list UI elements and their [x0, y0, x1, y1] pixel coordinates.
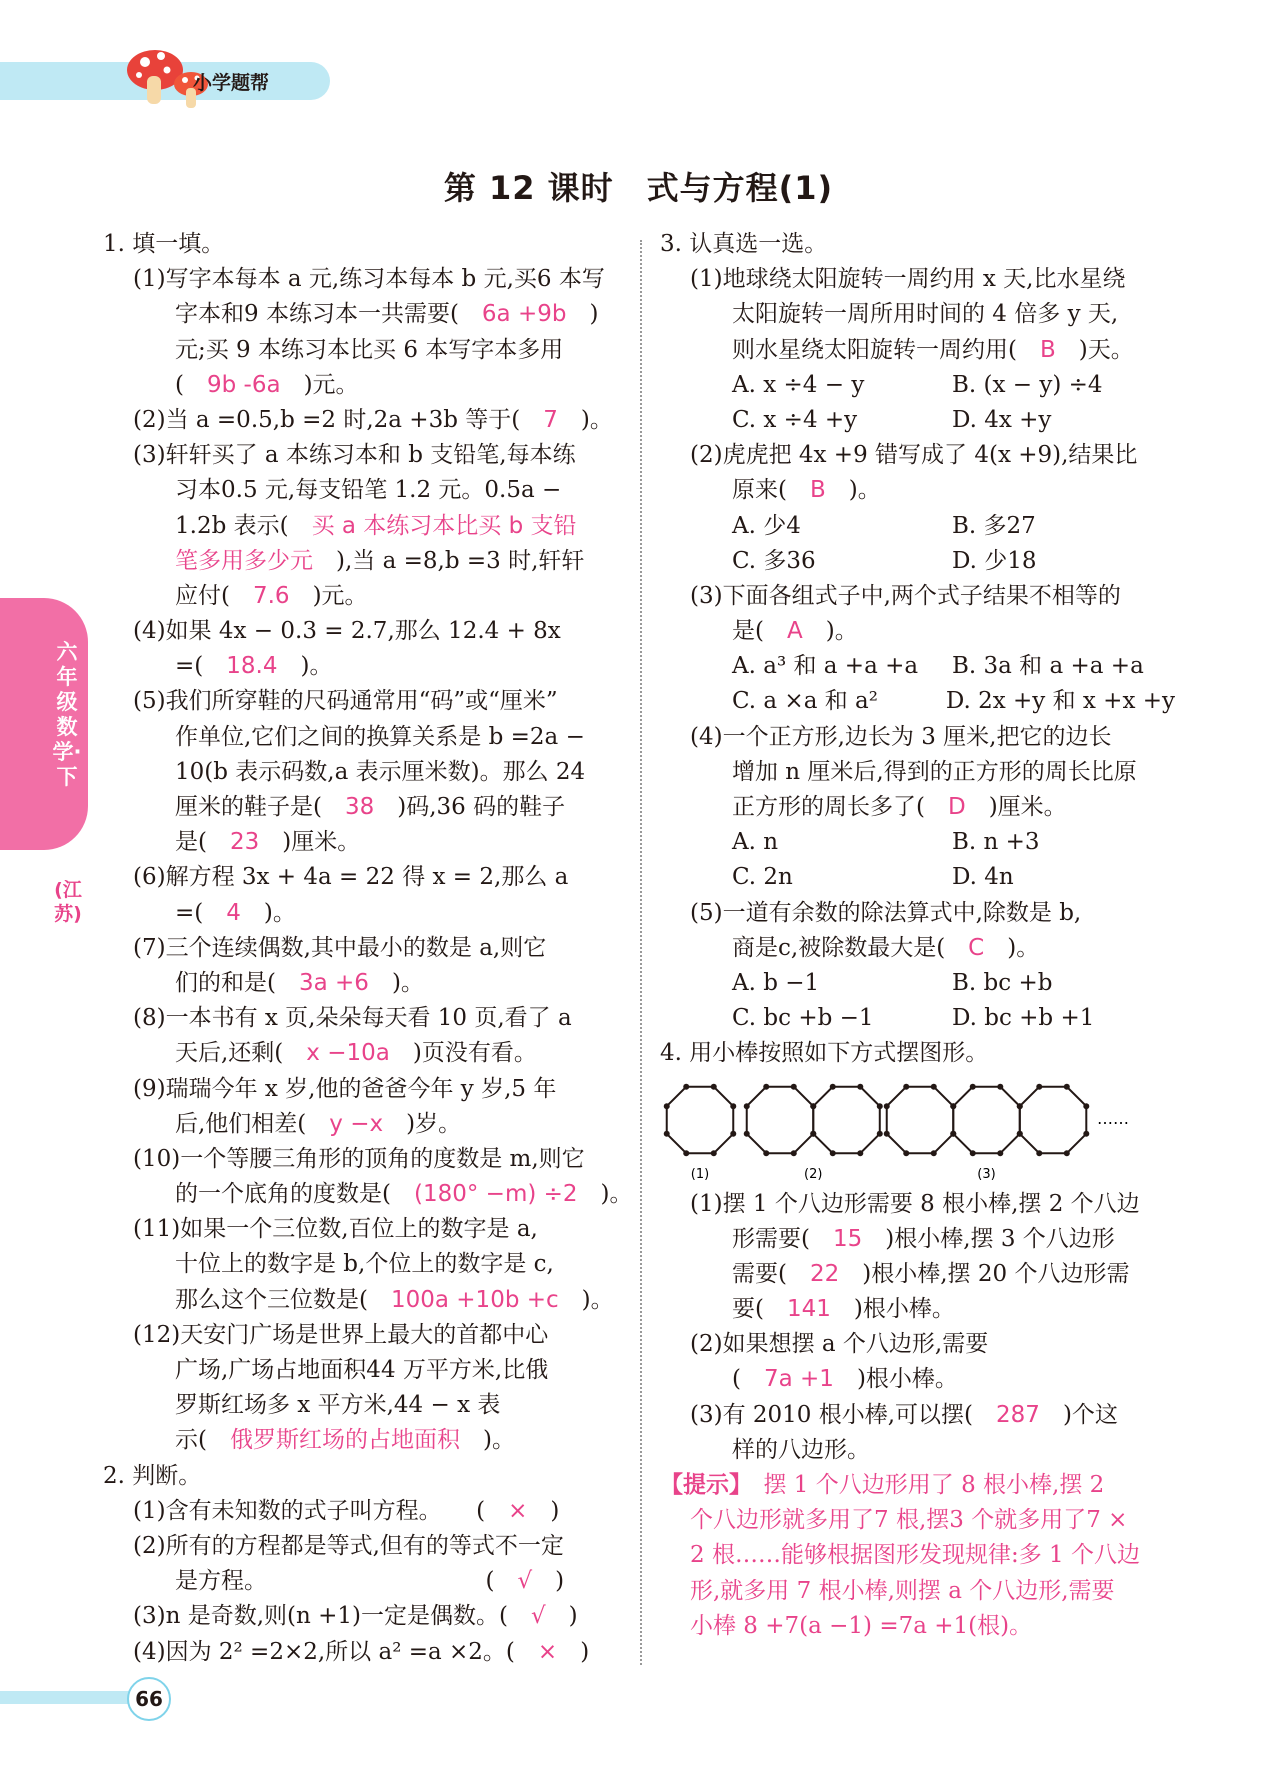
answer-text: y −x: [329, 1110, 384, 1137]
question-line: [660, 1257, 1175, 1292]
question-line: [103, 896, 625, 931]
stick-joint: [857, 1150, 863, 1156]
question-text: 样的八边形。: [732, 1436, 870, 1463]
section1-body: [103, 262, 633, 1458]
question-text: (1)地球绕太阳旋转一周约用 x 天,比水星绕: [690, 266, 1126, 293]
stick-joint: [744, 1130, 750, 1136]
question-line: [660, 1327, 1175, 1362]
octagon-shape: [953, 1086, 1020, 1153]
question-line: [103, 684, 625, 719]
question-text: (2)虎虎把 4x +9 错写成了 4(x +9),结果比: [690, 442, 1138, 469]
question-text: =(: [175, 899, 227, 926]
choice-option: A. 少4: [732, 512, 801, 539]
question-text: )厘米。: [965, 794, 1067, 820]
answer-text: 141: [786, 1296, 831, 1323]
question-line: [103, 509, 625, 544]
question-line: [660, 684, 1175, 719]
stick-joint: [1064, 1150, 1070, 1156]
stick-joint: [810, 1103, 816, 1109]
question-line: [660, 720, 1175, 755]
choice-option: D. 4n: [952, 864, 1014, 891]
stick-joint: [711, 1083, 717, 1089]
answer-text: 笔多用多少元: [175, 547, 313, 574]
question-line: [660, 860, 1175, 895]
question-text: )根小棒。: [830, 1296, 955, 1323]
question-text: (11)如果一个三位数,百位上的数字是 a,: [133, 1216, 538, 1243]
stick-joint: [903, 1083, 909, 1089]
answer-text: 7.6: [252, 582, 290, 609]
choice-option: D. 2x +y 和 x +x +y: [945, 688, 1175, 715]
question-text: 习本0.5 元,每支铅笔 1.2 元。0.5a −: [175, 477, 562, 504]
octagon-shape: [887, 1086, 954, 1153]
choice-option: C. bc +b −1: [732, 1005, 874, 1032]
question-text: 太阳旋转一周所用时间的 4 倍多 y 天,: [732, 301, 1119, 328]
question-line: [103, 368, 625, 403]
question-text: =(: [175, 653, 227, 680]
choice-option: C. 2n: [732, 864, 793, 891]
question-text: 1.2b 表示(: [175, 512, 312, 539]
answer-text: 7: [543, 406, 558, 433]
question-text: 那么这个三位数是(: [175, 1286, 391, 1313]
question-text: )。: [557, 406, 613, 433]
stick-joint: [791, 1150, 797, 1156]
column-divider: [640, 240, 642, 1665]
question-text: (4)一个正方形,边长为 3 厘米,把它的边长: [690, 723, 1112, 750]
question-line: [103, 1494, 625, 1529]
question-text: (3)轩轩买了 a 本练习本和 b 支铅笔,每本练: [133, 442, 576, 469]
page-number: 66: [127, 1677, 171, 1721]
answer-text: B: [1039, 336, 1056, 363]
question-line: [103, 1283, 625, 1318]
question-line: [103, 438, 625, 473]
question-line: [103, 1212, 625, 1247]
choice-option: C. x ÷4 +y: [732, 406, 858, 433]
hint-text: 小棒 8 +7(a −1) =7a +1(根)。: [690, 1612, 1033, 1639]
question-text: )。: [368, 969, 424, 996]
question-line: [660, 438, 1175, 473]
answer-text: (180° −m) ÷2: [413, 1181, 578, 1208]
stick-joint: [1017, 1130, 1023, 1136]
question-text: 应付(: [175, 582, 253, 609]
answer-text: 23: [229, 829, 260, 856]
stick-joint: [1017, 1103, 1023, 1109]
stick-joint: [683, 1083, 689, 1089]
question-line: [103, 931, 625, 966]
question-line: [660, 1433, 1175, 1468]
question-line: [660, 790, 1175, 825]
question-text: 形需要(: [732, 1225, 833, 1252]
question-line: [660, 966, 1175, 1001]
question-text: 增加 n 厘米后,得到的正方形的周长比原: [732, 758, 1137, 785]
question-text: 是(: [732, 618, 787, 645]
choice-option: C. 多36: [732, 547, 816, 574]
octagon-sticks-diagram: [660, 1072, 1175, 1187]
question-line: [660, 579, 1175, 614]
question-text: (1)摆 1 个八边形需要 8 根小棒,摆 2 个八边: [690, 1190, 1140, 1217]
stick-joint: [931, 1150, 937, 1156]
hint-line: [660, 1574, 1175, 1609]
question-line: [103, 860, 625, 895]
question-text: (6)解方程 3x + 4a = 22 得 x = 2,那么 a: [133, 864, 569, 891]
question-text: (4)因为 2² =2×2,所以 a² =a ×2。(: [133, 1638, 538, 1665]
question-line: [660, 931, 1175, 966]
question-text: (12)天安门广场是世界上最大的首都中心: [133, 1321, 549, 1348]
page-title: 第 12 课时 式与方程(1): [443, 169, 834, 207]
hint-line: [660, 1503, 1175, 1538]
answer-text: B: [809, 477, 826, 504]
stick-joint: [763, 1150, 769, 1156]
answer-text: 287: [996, 1401, 1040, 1428]
question-text: )天。: [1055, 336, 1134, 363]
hint-line: [660, 1468, 1175, 1503]
stick-joint: [997, 1150, 1003, 1156]
question-line: [103, 649, 625, 684]
question-text: )。: [459, 1427, 515, 1454]
question-text: 的一个底角的度数是(: [175, 1181, 414, 1208]
answer-text: 6a +9b: [481, 301, 567, 328]
question-line: [660, 544, 1175, 579]
question-line: [660, 1222, 1175, 1257]
choice-option: D. 4x +y: [952, 406, 1052, 433]
stick-joint: [1036, 1150, 1042, 1156]
question-line: [660, 1292, 1175, 1327]
question-text: (: [175, 371, 207, 398]
question-line: [103, 790, 625, 825]
answer-text: 3a +6: [298, 969, 369, 996]
choice-option: B. 3a 和 a +a +a: [952, 653, 1144, 680]
stick-joint: [950, 1130, 956, 1136]
header-label: 小学题帮: [193, 72, 270, 94]
hint-line: [660, 1538, 1175, 1573]
stick-joint: [877, 1103, 883, 1109]
question-line: [103, 297, 625, 332]
question-text: )码,36 码的鞋子: [374, 794, 566, 820]
question-text: )岁。: [383, 1110, 462, 1137]
stick-joint: [810, 1130, 816, 1136]
question-line: [103, 1599, 625, 1634]
question-text: )。: [558, 1286, 614, 1313]
left-column: [103, 227, 633, 1670]
question-text: 原来(: [732, 477, 810, 504]
stick-joint: [763, 1083, 769, 1089]
hint-line: [660, 1609, 1175, 1644]
question-line: [103, 614, 625, 649]
answer-text: C: [968, 934, 985, 961]
question-line: [660, 649, 1175, 684]
question-line: [660, 1398, 1175, 1433]
question-text: )。: [984, 934, 1040, 961]
question-text: (1)写字本每本 a 元,练习本每本 b 元,买6 本写: [133, 266, 605, 293]
question-line: [660, 262, 1175, 297]
question-line: [103, 755, 625, 790]
choice-option: B. (x − y) ÷4: [952, 371, 1103, 398]
stick-joint: [791, 1083, 797, 1089]
question-text: ): [557, 1638, 590, 1665]
question-line: [103, 1388, 625, 1423]
choice-option: B. 多27: [952, 512, 1036, 539]
question-text: ): [527, 1497, 560, 1524]
question-line: [103, 473, 625, 508]
question-line: [660, 509, 1175, 544]
question-text: )元。: [289, 582, 368, 609]
question-line: [660, 403, 1175, 438]
question-line: [103, 1142, 625, 1177]
question-line: [660, 896, 1175, 931]
stick-joint: [950, 1103, 956, 1109]
stick-joint: [711, 1150, 717, 1156]
question-text: 后,他们相差(: [175, 1110, 330, 1137]
answer-text: 18.4: [226, 653, 278, 680]
question-line: [660, 473, 1175, 508]
question-text: (4)如果 4x − 0.3 = 2.7,那么 12.4 + 8x: [133, 618, 561, 645]
answer-text: 7a +1: [763, 1366, 834, 1393]
question-line: [103, 1423, 625, 1458]
question-line: [103, 1001, 625, 1036]
question-text: )。: [277, 653, 333, 680]
question-text: )。: [802, 618, 858, 645]
question-text: )个这: [1039, 1401, 1118, 1428]
octagon-shape: [813, 1086, 880, 1153]
question-text: )页没有看。: [389, 1040, 537, 1067]
answer-text: 100a +10b +c: [390, 1286, 559, 1313]
question-text: (: [732, 1366, 764, 1393]
hint-label: 【提示】: [660, 1472, 764, 1498]
stick-joint: [877, 1130, 883, 1136]
stick-joint: [830, 1083, 836, 1089]
answer-text: 俄罗斯红场的占地面积: [229, 1427, 460, 1454]
stick-joint: [730, 1103, 736, 1109]
question-text: 示(: [175, 1427, 230, 1454]
stick-joint: [997, 1083, 1003, 1089]
octagon-figure: [660, 1072, 1175, 1187]
question-line: [103, 1036, 625, 1071]
answer-text: 22: [809, 1260, 840, 1287]
question-line: [103, 333, 625, 368]
question-text: 天后,还剩(: [175, 1040, 307, 1067]
figure-label: (2): [804, 1166, 823, 1182]
question-text: (10)一个等腰三角形的顶角的度数是 m,则它: [133, 1145, 585, 1172]
question-text: 则水星绕太阳旋转一周约用(: [732, 336, 1040, 363]
stick-joint: [730, 1130, 736, 1136]
question-text: )根小棒,摆 3 个八边形: [862, 1225, 1115, 1252]
question-line: [660, 333, 1175, 368]
question-text: )根小棒。: [833, 1366, 958, 1393]
choice-option: A. b −1: [732, 969, 820, 996]
stick-joint: [1036, 1083, 1042, 1089]
question-text: (2)如果想摆 a 个八边形,需要: [690, 1331, 989, 1358]
question-line: [103, 720, 625, 755]
question-line: [103, 1564, 625, 1599]
footer-bar: [0, 1691, 135, 1704]
question-text: 字本和9 本练习本一共需要(: [175, 301, 482, 328]
question-line: [660, 1187, 1175, 1222]
choice-option: D. 少18: [952, 547, 1037, 574]
question-line: [660, 755, 1175, 790]
answer-text: 15: [832, 1225, 863, 1252]
side-tab-text: 六年级数学·下: [52, 640, 82, 789]
question-text: (5)我们所穿鞋的尺码通常用“码”或“厘米”: [133, 688, 558, 715]
question-line: [660, 825, 1175, 860]
question-text: ): [532, 1568, 565, 1595]
question-text: (3)下面各组式子中,两个式子结果不相等的: [690, 582, 1121, 609]
question-text: (9)瑞瑞今年 x 岁,他的爸爸今年 y 岁,5 年: [133, 1075, 557, 1102]
question-text: ): [566, 301, 599, 328]
stick-joint: [903, 1150, 909, 1156]
answer-text: 4: [226, 899, 241, 926]
answer-text: 38: [344, 794, 375, 820]
answer-text: 买 a 本练习本比买 b 支铅: [311, 512, 577, 539]
question-line: [103, 966, 625, 1001]
question-line: [660, 297, 1175, 332]
choice-option: B. bc +b: [952, 969, 1053, 996]
figure-label: (3): [977, 1166, 996, 1182]
question-text: 商是c,被除数最大是(: [732, 934, 969, 961]
section1-heading: 1. 填一填。: [103, 231, 225, 257]
question-line: [103, 1529, 625, 1564]
question-text: ),当 a =8,b =3 时,轩轩: [313, 547, 585, 574]
question-text: 10(b 表示码数,a 表示厘米数)。那么 24: [175, 758, 586, 785]
question-line: [103, 1353, 625, 1388]
question-text: 十位上的数字是 b,个位上的数字是 c,: [175, 1251, 554, 1278]
question-line: [103, 1107, 625, 1142]
section4-body: [660, 1187, 1175, 1469]
stick-joint: [1064, 1083, 1070, 1089]
answer-text: ×: [508, 1497, 528, 1524]
question-line: [660, 368, 1175, 403]
question-text: ): [545, 1603, 578, 1630]
choice-option: D. bc +b +1: [952, 1005, 1095, 1032]
octagon-shape: [667, 1086, 734, 1153]
stick-joint: [931, 1083, 937, 1089]
question-text: 广场,广场占地面积44 万平方米,比俄: [175, 1357, 549, 1383]
question-text: )。: [577, 1181, 633, 1208]
question-text: 需要(: [732, 1260, 810, 1287]
question-text: 元;买 9 本练习本比买 6 本写字本多用: [175, 336, 564, 363]
question-line: [103, 1635, 625, 1670]
question-text: 是(: [175, 829, 230, 856]
question-text: (8)一本书有 x 页,朵朵每天看 10 页,看了 a: [133, 1005, 572, 1032]
question-line: [103, 579, 625, 614]
question-text: 正方形的周长多了(: [732, 794, 948, 820]
answer-text: 9b -6a: [206, 371, 281, 398]
stick-joint: [857, 1083, 863, 1089]
hint-box: [660, 1468, 1175, 1644]
question-text: (3)n 是奇数,则(n +1)一定是偶数。(: [133, 1603, 531, 1630]
figure-label: (1): [690, 1166, 710, 1182]
question-line: [103, 825, 625, 860]
question-text: )元。: [280, 371, 359, 398]
question-text: 厘米的鞋子是(: [175, 794, 345, 820]
stick-joint: [884, 1130, 890, 1136]
stick-joint: [683, 1150, 689, 1156]
question-text: (3)有 2010 根小棒,可以摆(: [690, 1401, 997, 1428]
hint-text: 2 根……能够根据图形发现规律:多 1 个八边: [690, 1542, 1140, 1569]
question-line: [660, 614, 1175, 649]
stick-joint: [884, 1103, 890, 1109]
question-text: 要(: [732, 1296, 787, 1323]
question-line: [103, 1177, 633, 1212]
choice-option: A. x ÷4 − y: [732, 371, 865, 398]
question-line: [103, 1318, 625, 1353]
question-text: )厘米。: [259, 829, 361, 856]
question-text: )。: [240, 899, 296, 926]
question-text: )。: [825, 477, 881, 504]
hint-text: 个八边形就多用了7 根,摆3 个就多用了7 ×: [690, 1507, 1128, 1534]
question-line: [660, 1362, 1175, 1397]
section2-heading: 2. 判断。: [103, 1462, 202, 1489]
stick-joint: [830, 1150, 836, 1156]
stick-joint: [970, 1083, 976, 1089]
question-text: 作单位,它们之间的换算关系是 b =2a −: [175, 723, 585, 750]
choice-option: B. n +3: [952, 829, 1040, 856]
stick-joint: [744, 1103, 750, 1109]
octagon-shape: [1020, 1086, 1087, 1153]
question-text: (5)一道有余数的除法算式中,除数是 b,: [690, 899, 1082, 926]
stick-joint: [970, 1150, 976, 1156]
question-text: )根小棒,摆 20 个八边形需: [839, 1260, 1130, 1287]
question-text: (1)含有未知数的式子叫方程。 (: [133, 1497, 509, 1524]
question-line: [103, 1072, 625, 1107]
section3-body: [660, 262, 1175, 1036]
question-text: (7)三个连续偶数,其中最小的数是 a,则它: [133, 934, 547, 961]
answer-text: A: [786, 618, 803, 645]
stick-joint: [1083, 1103, 1089, 1109]
hint-text: 摆 1 个八边形用了 8 根小棒,摆 2: [763, 1472, 1105, 1498]
question-text: 是方程。 (: [175, 1568, 518, 1595]
question-line: [103, 403, 625, 438]
choice-option: A. n: [732, 829, 779, 856]
answer-text: D: [947, 794, 966, 820]
hint-text: 形,就多用 7 根小棒,则摆 a 个八边形,需要: [690, 1577, 1115, 1604]
section3-heading: 3. 认真选一选。: [660, 231, 828, 257]
section4-heading: 4. 用小棒按照如下方式摆图形。: [660, 1040, 989, 1067]
section2-body: [103, 1494, 625, 1670]
choice-option: A. a³ 和 a +a +a: [732, 653, 919, 680]
side-tab-region: (江苏): [54, 879, 82, 925]
question-line: [103, 262, 625, 297]
answer-text: √: [517, 1568, 533, 1595]
question-line: [660, 1001, 1175, 1036]
figure-ellipsis: ……: [1097, 1108, 1130, 1128]
answer-text: ×: [537, 1638, 558, 1665]
question-line: [103, 1247, 625, 1282]
question-text: (2)当 a =0.5,b =2 时,2a +3b 等于(: [133, 406, 544, 433]
stick-joint: [664, 1103, 670, 1109]
question-text: 们的和是(: [175, 969, 299, 996]
stick-joint: [1083, 1130, 1089, 1136]
octagon-shape: [747, 1086, 814, 1153]
answer-text: x −10a: [306, 1040, 390, 1067]
right-column: [660, 227, 1175, 1644]
stick-joint: [664, 1130, 670, 1136]
question-line: [103, 544, 625, 579]
answer-text: √: [530, 1603, 546, 1630]
choice-option: C. a ×a 和 a²: [732, 688, 878, 715]
question-text: (2)所有的方程都是等式,但有的等式不一定: [133, 1532, 564, 1559]
question-text: 罗斯红场多 x 平方米,44 − x 表: [175, 1392, 501, 1419]
